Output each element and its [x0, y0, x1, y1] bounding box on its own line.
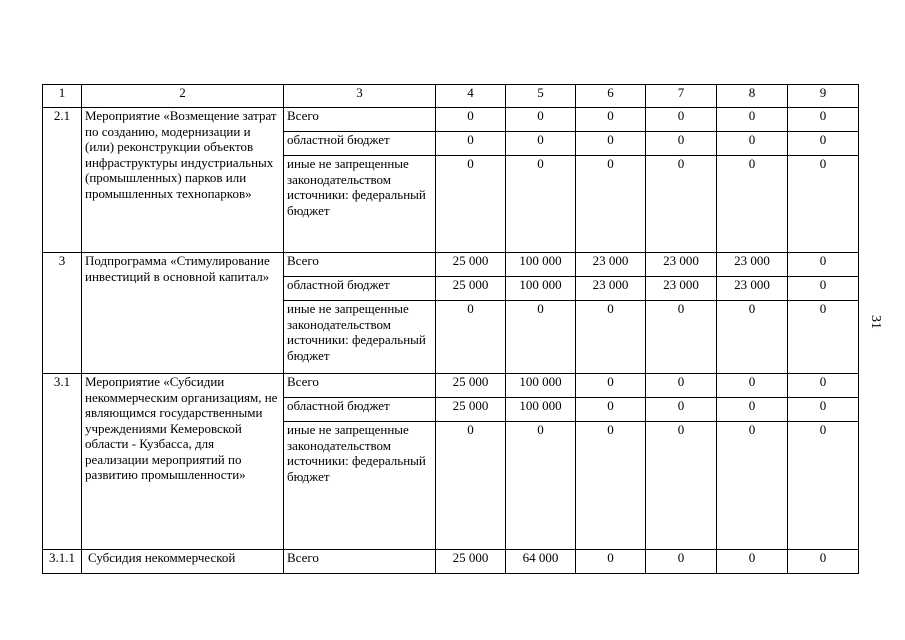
row-number: 3 [43, 253, 82, 374]
value-cell: 100 000 [506, 277, 576, 301]
source-label: Всего [284, 108, 436, 132]
value-cell: 0 [717, 422, 788, 550]
value-cell: 0 [646, 132, 717, 156]
value-cell: 0 [717, 550, 788, 574]
value-cell: 0 [717, 156, 788, 253]
value-cell: 0 [788, 550, 859, 574]
source-label: Всего [284, 374, 436, 398]
value-cell: 0 [717, 108, 788, 132]
budget-table [42, 84, 859, 574]
table-row [43, 550, 859, 574]
value-cell: 0 [646, 422, 717, 550]
header-col-2: 2 [82, 85, 284, 108]
value-cell: 0 [788, 422, 859, 550]
row-number: 3.1 [43, 374, 82, 550]
header-col-5: 5 [506, 85, 576, 108]
value-cell: 0 [788, 156, 859, 253]
value-cell: 0 [436, 301, 506, 374]
value-cell: 0 [576, 550, 646, 574]
value-cell: 0 [788, 253, 859, 277]
value-cell: 0 [576, 374, 646, 398]
value-cell: 0 [717, 132, 788, 156]
row-name: Подпрограмма «Стимулирование инвестиций в основной капитал» [82, 253, 284, 374]
header-col-8: 8 [717, 85, 788, 108]
row-name: Субсидия некоммерческой [82, 550, 284, 574]
value-cell: 0 [646, 374, 717, 398]
value-cell: 0 [576, 108, 646, 132]
value-cell: 0 [646, 550, 717, 574]
row-number: 3.1.1 [43, 550, 82, 574]
value-cell: 23 000 [717, 253, 788, 277]
value-cell: 100 000 [506, 398, 576, 422]
value-cell: 0 [717, 301, 788, 374]
header-col-7: 7 [646, 85, 717, 108]
value-cell: 0 [506, 132, 576, 156]
value-cell: 25 000 [436, 398, 506, 422]
value-cell: 0 [436, 108, 506, 132]
table-row [43, 253, 859, 277]
source-label: областной бюджет [284, 398, 436, 422]
value-cell: 100 000 [506, 253, 576, 277]
value-cell: 23 000 [576, 277, 646, 301]
value-cell: 0 [576, 422, 646, 550]
source-label: областной бюджет [284, 277, 436, 301]
value-cell: 25 000 [436, 550, 506, 574]
value-cell: 0 [576, 301, 646, 374]
value-cell: 0 [506, 301, 576, 374]
value-cell: 0 [506, 422, 576, 550]
table-row [43, 108, 859, 132]
value-cell: 25 000 [436, 277, 506, 301]
value-cell: 0 [788, 301, 859, 374]
value-cell: 0 [788, 108, 859, 132]
value-cell: 0 [576, 132, 646, 156]
row-name: Мероприятие «Субсидии некоммерческим организациям, не являющимся государственными учреждениями Кемеровской области - Кузбасса, для реализации мероприятий по развитию промышленности» [82, 374, 284, 550]
source-label: иные не запрещенные законодательством источники: федеральный бюджет [284, 156, 436, 253]
source-label: иные не запрещенные законодательством источники: федеральный бюджет [284, 301, 436, 374]
row-name: Мероприятие «Возмещение затрат по созданию, модернизации и (или) реконструкции объектов инфраструктуры индустриальных (промышленных) парков или промышленных технопарков» [82, 108, 284, 253]
value-cell: 0 [788, 132, 859, 156]
value-cell: 0 [506, 156, 576, 253]
value-cell: 100 000 [506, 374, 576, 398]
value-cell: 0 [506, 108, 576, 132]
row-number: 2.1 [43, 108, 82, 253]
value-cell: 25 000 [436, 374, 506, 398]
source-label: Всего [284, 253, 436, 277]
value-cell: 0 [788, 398, 859, 422]
value-cell: 0 [646, 156, 717, 253]
value-cell: 0 [436, 156, 506, 253]
source-label: областной бюджет [284, 132, 436, 156]
value-cell: 0 [788, 277, 859, 301]
value-cell: 25 000 [436, 253, 506, 277]
table-row [43, 374, 859, 398]
value-cell: 0 [646, 398, 717, 422]
value-cell: 23 000 [646, 277, 717, 301]
header-col-6: 6 [576, 85, 646, 108]
value-cell: 0 [788, 374, 859, 398]
value-cell: 0 [717, 374, 788, 398]
value-cell: 23 000 [576, 253, 646, 277]
page-number: 31 [868, 315, 883, 329]
value-cell: 0 [717, 398, 788, 422]
value-cell: 0 [576, 398, 646, 422]
source-label: иные не запрещенные законодательством источники: федеральный бюджет [284, 422, 436, 550]
value-cell: 0 [436, 132, 506, 156]
value-cell: 64 000 [506, 550, 576, 574]
value-cell: 0 [576, 156, 646, 253]
value-cell: 0 [436, 422, 506, 550]
header-col-3: 3 [284, 85, 436, 108]
value-cell: 0 [646, 301, 717, 374]
header-col-9: 9 [788, 85, 859, 108]
header-col-4: 4 [436, 85, 506, 108]
source-label: Всего [284, 550, 436, 574]
header-row [43, 85, 859, 108]
value-cell: 23 000 [717, 277, 788, 301]
value-cell: 23 000 [646, 253, 717, 277]
header-col-1: 1 [43, 85, 82, 108]
value-cell: 0 [646, 108, 717, 132]
